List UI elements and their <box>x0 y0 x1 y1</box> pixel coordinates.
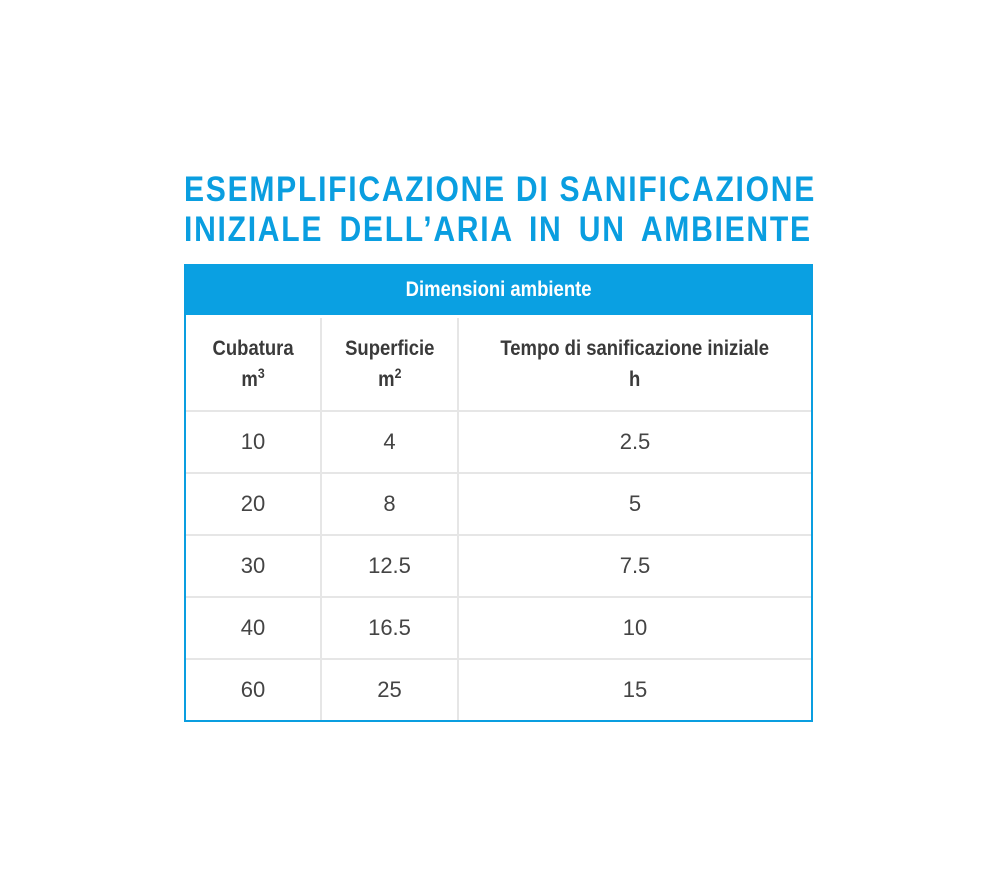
column-header-tempo <box>458 318 811 411</box>
column-header-unit: h <box>629 368 641 391</box>
column-header-label: Tempo di sanificazione iniziale <box>500 337 770 360</box>
table-row <box>186 659 811 720</box>
column-header-row <box>186 318 811 411</box>
cell-cubatura: 30 <box>186 535 321 597</box>
group-header-label: Dimensioni ambiente <box>405 277 592 301</box>
cell-tempo: 15 <box>622 677 648 702</box>
cell-superficie: 12.5 <box>321 535 458 597</box>
table-row <box>186 597 811 659</box>
column-header-unit: m <box>241 368 258 391</box>
cell-tempo: 2.5 <box>458 411 811 473</box>
cell-superficie: 25 <box>321 659 458 720</box>
cell-cubatura: 40 <box>186 597 321 659</box>
column-header-exponent: 3 <box>257 365 265 381</box>
table-row <box>186 535 811 597</box>
data-table <box>186 318 811 720</box>
cell-tempo: 5 <box>458 473 811 535</box>
column-header-exponent: 2 <box>394 365 402 381</box>
title-line-2: INIZIALE DELL’ARIA IN UN AMBIENTE <box>184 210 812 249</box>
cell-superficie: 16.5 <box>321 597 458 659</box>
title-line-1: ESEMPLIFICAZIONE DI SANIFICAZIONE <box>184 170 817 209</box>
column-header-label: Cubatura <box>212 337 294 360</box>
column-header-cubatura <box>186 318 321 411</box>
column-header-unit: m <box>377 368 395 391</box>
table-row <box>186 473 811 535</box>
cell-tempo: 7.5 <box>458 535 811 597</box>
page-title <box>184 170 817 250</box>
column-header-superficie <box>321 318 458 411</box>
cell-superficie: 4 <box>321 411 458 473</box>
sanitization-table <box>184 264 813 722</box>
cell-tempo: 10 <box>458 597 811 659</box>
table-row <box>186 411 811 473</box>
cell-superficie: 8 <box>321 473 458 535</box>
column-header-label: Superficie <box>344 337 435 360</box>
cell-cubatura: 60 <box>186 659 321 720</box>
group-header <box>186 264 811 318</box>
cell-cubatura: 10 <box>186 411 321 473</box>
cell-cubatura: 20 <box>186 473 321 535</box>
